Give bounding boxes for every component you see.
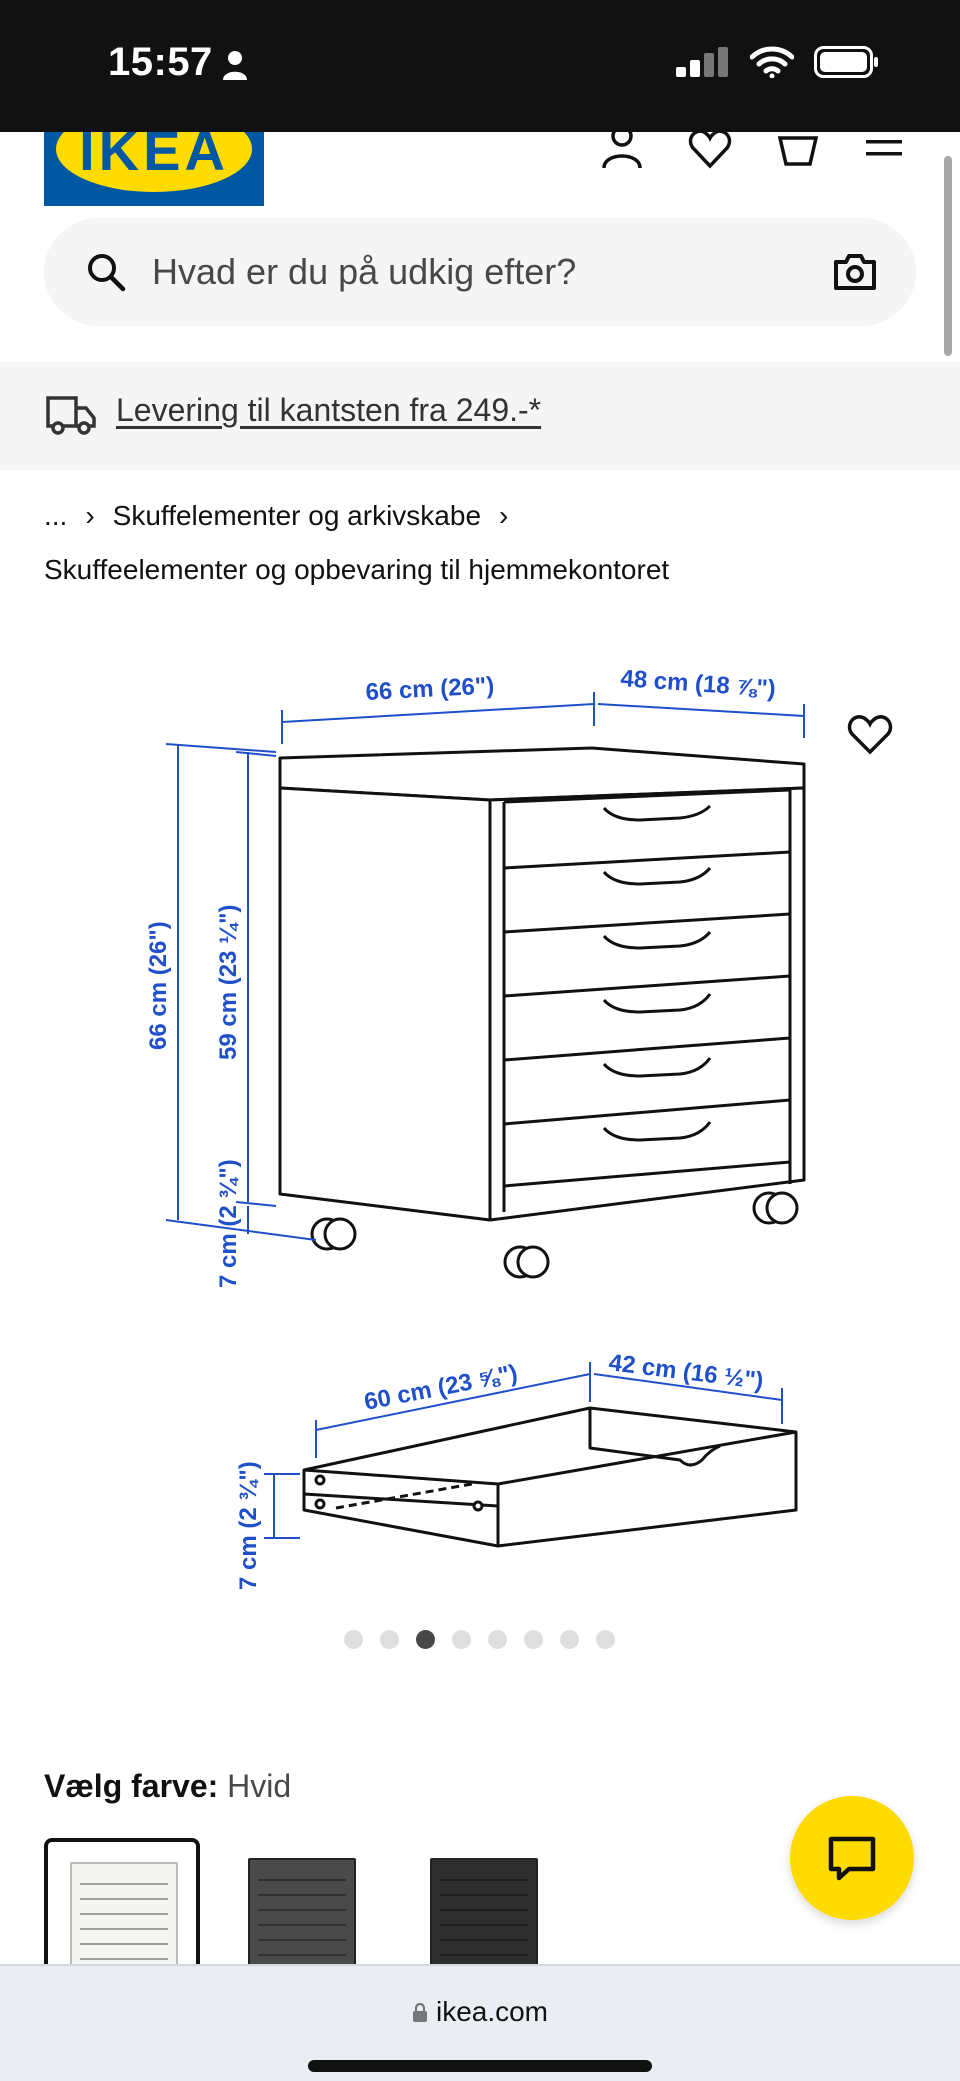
search-input[interactable] (152, 242, 792, 302)
swatch-drawer (80, 1917, 168, 1930)
carousel-dot[interactable] (380, 1630, 399, 1649)
color-select-label (44, 1768, 291, 1805)
swatch-drawer (440, 1883, 528, 1896)
status-icons (676, 46, 880, 78)
heart-icon[interactable] (688, 132, 732, 170)
cart-icon[interactable] (776, 132, 820, 170)
browser-bottom-bar (0, 1964, 960, 2081)
carousel-dot[interactable] (344, 1630, 363, 1649)
delivery-banner (0, 362, 960, 470)
swatch-drawer (440, 1898, 528, 1911)
breadcrumb-parent[interactable]: Skuffelementer og arkivskabe (112, 500, 482, 531)
swatch-drawer (80, 1932, 168, 1945)
swatch-cabinet-thumbnail (248, 1858, 356, 1968)
carousel-dot[interactable] (560, 1630, 579, 1649)
color-swatch[interactable] (408, 1838, 564, 1968)
swatch-drawer (440, 1913, 528, 1926)
chevron-right-icon: › (85, 500, 95, 531)
logo-text: IKEA (79, 132, 229, 182)
swatch-cabinet-thumbnail (70, 1862, 178, 1968)
swatch-drawer (80, 1902, 168, 1915)
swatch-drawer (440, 1928, 528, 1941)
carousel-dot[interactable] (524, 1630, 543, 1649)
chevron-right-icon: › (499, 500, 509, 531)
url-text: ikea.com (435, 1996, 549, 2027)
breadcrumb-ellipsis[interactable]: ... (44, 500, 68, 531)
favorite-heart-icon[interactable] (846, 710, 894, 758)
search-icon (86, 252, 126, 292)
delivery-link[interactable]: Levering til kantsten fra 249.-* (116, 392, 542, 428)
swatch-drawer (80, 1872, 168, 1885)
cellular-signal-icon (676, 47, 730, 77)
address-bar[interactable] (0, 1996, 960, 2028)
scrollbar[interactable] (944, 156, 952, 356)
cabinet-drawing (280, 748, 804, 1277)
color-swatches (44, 1838, 564, 1968)
carousel-dot[interactable] (596, 1630, 615, 1649)
status-time: 15:57 (108, 40, 213, 84)
dimension-caster-height: 7 cm (2 ¾") (215, 1159, 242, 1288)
swatch-drawer (80, 1887, 168, 1900)
dimension-cabinet-height: 66 cm (26") (145, 921, 172, 1050)
swatch-drawer (80, 1947, 168, 1960)
color-label-title: Vælg farve: (44, 1768, 219, 1804)
swatch-cabinet-thumbnail (430, 1858, 538, 1968)
drawer-drawing (304, 1408, 796, 1546)
dimension-drawer-height: 7 cm (2 ¾") (235, 1461, 262, 1590)
ikea-logo[interactable] (44, 132, 264, 206)
site-header (0, 132, 960, 212)
dimension-body-height: 59 cm (23 ¼") (215, 904, 242, 1060)
lock-icon (412, 2003, 428, 2023)
carousel-dot[interactable] (452, 1630, 471, 1649)
color-swatch[interactable] (226, 1838, 382, 1968)
swatch-drawer (258, 1898, 346, 1911)
color-swatch[interactable] (44, 1838, 200, 1968)
search-bar[interactable] (44, 218, 916, 326)
swatch-drawer (440, 1943, 528, 1956)
carousel-dot[interactable] (488, 1630, 507, 1649)
status-bar (0, 0, 960, 132)
truck-icon (46, 394, 96, 436)
carousel-dots (344, 1630, 615, 1649)
carousel-dot[interactable] (416, 1630, 435, 1649)
dimension-drawer-depth: 42 cm (16 ½") (607, 1349, 765, 1395)
chat-button[interactable] (790, 1796, 914, 1920)
swatch-drawer (258, 1883, 346, 1896)
chat-icon (827, 1835, 877, 1881)
dimension-cabinet-depth: 48 cm (18 ⅞") (619, 665, 777, 703)
wifi-icon (750, 46, 794, 78)
profile-icon[interactable] (600, 132, 644, 170)
swatch-drawer (258, 1913, 346, 1926)
breadcrumb (44, 500, 508, 532)
breadcrumb-current[interactable]: Skuffeelementer og opbevaring til hjemmekontoret (44, 554, 670, 585)
header-icons (600, 132, 904, 170)
menu-icon[interactable] (864, 132, 904, 170)
color-label-value: Hvid (227, 1768, 292, 1804)
dimension-drawer-width: 60 cm (23 ⅝") (361, 1359, 520, 1416)
battery-icon (814, 46, 880, 78)
dimension-cabinet-width: 66 cm (26") (364, 672, 495, 706)
product-dimension-image[interactable] (120, 640, 840, 1610)
person-icon (222, 50, 248, 80)
camera-icon[interactable] (834, 254, 876, 290)
swatch-drawer (258, 1928, 346, 1941)
swatch-drawer (258, 1868, 346, 1881)
home-indicator[interactable] (308, 2060, 652, 2072)
swatch-drawer (258, 1943, 346, 1956)
swatch-drawer (440, 1868, 528, 1881)
